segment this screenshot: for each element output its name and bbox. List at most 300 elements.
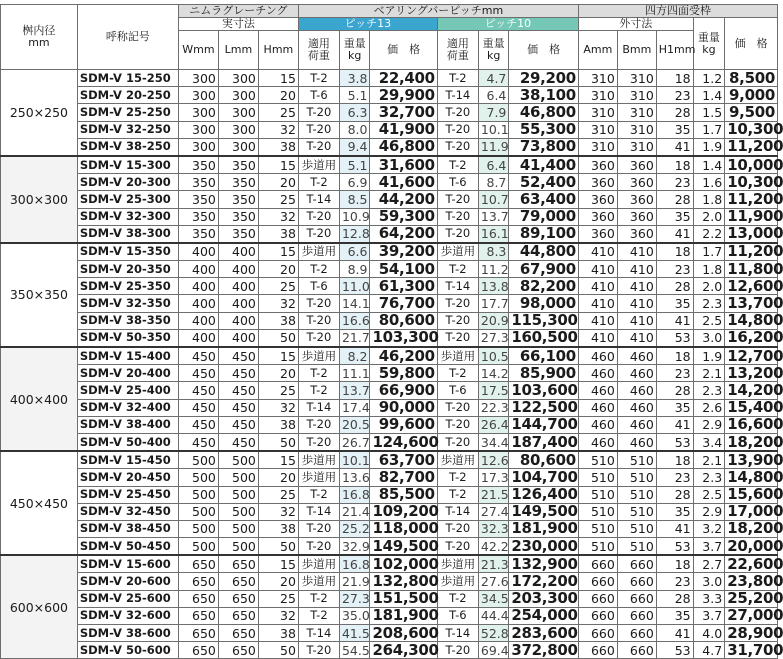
cell-price-p10: 46,800 [509,104,579,121]
cell-load-p13: T-14 [298,191,339,208]
cell-price-p13: 22,400 [370,70,437,87]
header-frame-weight: 重量 kg [693,18,725,70]
table-row [1,261,778,278]
cell-l-mm: 650 [218,642,258,659]
cell-price-p13: 102,000 [370,555,437,573]
cell-price-p10: 254,000 [509,607,579,624]
table-row [1,208,778,225]
header-load-13: 適用 荷重 [298,31,339,70]
cell-weight-p10: 13.8 [478,278,509,295]
cell-b-mm: 310 [617,121,656,138]
table-row [1,451,778,469]
cell-weight-p10: 27.6 [478,573,509,590]
cell-l-mm: 500 [218,469,258,486]
cell-model-code: SDM-V 32-300 [77,208,178,225]
cell-load-p10: T-6 [437,607,478,624]
header-hmm: Hmm [258,31,298,70]
cell-weight-p13: 8.0 [339,121,370,138]
cell-a-mm: 660 [578,555,617,573]
cell-price-p13: 151,500 [370,590,437,607]
cell-h-mm: 15 [258,555,298,573]
cell-h1-mm: 35 [656,399,693,416]
cell-load-p13: T-20 [298,208,339,225]
cell-price-p13: 66,900 [370,382,437,399]
cell-price-p13: 118,000 [370,520,437,537]
cell-load-p10: 歩道用 [437,243,478,261]
cell-load-p10: 歩道用 [437,451,478,469]
cell-price-p10: 89,100 [509,225,579,243]
cell-frame-price: 10,300 [725,121,778,138]
cell-a-mm: 660 [578,607,617,624]
cell-l-mm: 450 [218,382,258,399]
cell-weight-p13: 21.9 [339,573,370,590]
cell-h-mm: 25 [258,278,298,295]
cell-load-p13: T-2 [298,486,339,503]
cell-weight-p13: 6.9 [339,174,370,191]
cell-b-mm: 660 [617,573,656,590]
cell-frame-weight: 3.4 [693,433,725,451]
cell-l-mm: 450 [218,433,258,451]
cell-b-mm: 460 [617,347,656,365]
cell-weight-p10: 17.3 [478,469,509,486]
cell-price-p10: 132,900 [509,555,579,573]
cell-price-p13: 90,000 [370,399,437,416]
cell-model-code: SDM-V 20-350 [77,261,178,278]
cell-frame-weight: 2.5 [693,312,725,329]
cell-h1-mm: 35 [656,208,693,225]
cell-l-mm: 650 [218,625,258,642]
cell-a-mm: 460 [578,416,617,433]
cell-a-mm: 410 [578,278,617,295]
cell-weight-p10: 10.7 [478,191,509,208]
cell-model-code: SDM-V 32-350 [77,295,178,312]
cell-h-mm: 32 [258,607,298,624]
cell-l-mm: 650 [218,555,258,573]
cell-frame-price: 18,200 [725,433,778,451]
cell-w-mm: 350 [178,174,218,191]
cell-weight-p10: 21.3 [478,555,509,573]
cell-load-p13: T-2 [298,261,339,278]
cell-model-code: SDM-V 25-600 [77,590,178,607]
cell-price-p13: 132,800 [370,573,437,590]
cell-h1-mm: 28 [656,278,693,295]
cell-load-p13: T-6 [298,87,339,104]
cell-load-p13: 歩道用 [298,156,339,174]
cell-model-code: SDM-V 25-450 [77,486,178,503]
cell-weight-p13: 16.8 [339,555,370,573]
cell-h-mm: 15 [258,243,298,261]
cell-load-p10: 歩道用 [437,555,478,573]
cell-load-p13: T-20 [298,329,339,347]
cell-l-mm: 400 [218,295,258,312]
cell-price-p10: 79,000 [509,208,579,225]
cell-h1-mm: 35 [656,503,693,520]
cell-frame-price: 27,000 [725,607,778,624]
cell-price-p10: 73,800 [509,138,579,156]
cell-load-p13: T-2 [298,365,339,382]
cell-h1-mm: 41 [656,138,693,156]
cell-weight-p10: 4.7 [478,70,509,87]
cell-frame-weight: 2.0 [693,208,725,225]
cell-l-mm: 400 [218,278,258,295]
cell-weight-p10: 22.3 [478,399,509,416]
header-lmm: Lmm [218,31,258,70]
cell-l-mm: 400 [218,312,258,329]
cell-price-p13: 32,700 [370,104,437,121]
cell-price-p10: 55,300 [509,121,579,138]
cell-price-p13: 64,200 [370,225,437,243]
cell-frame-price: 13,900 [725,451,778,469]
table-row [1,138,778,156]
cell-h1-mm: 18 [656,243,693,261]
cell-h-mm: 38 [258,312,298,329]
cell-frame-price: 25,200 [725,590,778,607]
cell-price-p13: 31,600 [370,156,437,174]
cell-weight-p10: 27.4 [478,503,509,520]
cell-price-p10: 372,800 [509,642,579,659]
cell-b-mm: 660 [617,590,656,607]
cell-h1-mm: 18 [656,347,693,365]
cell-w-mm: 500 [178,538,218,556]
cell-frame-weight: 1.7 [693,121,725,138]
cell-a-mm: 510 [578,538,617,556]
cell-price-p13: 46,800 [370,138,437,156]
cell-load-p13: T-20 [298,121,339,138]
cell-l-mm: 300 [218,104,258,121]
cell-h1-mm: 28 [656,590,693,607]
cell-model-code: SDM-V 50-400 [77,433,178,451]
cell-model-code: SDM-V 38-350 [77,312,178,329]
cell-frame-weight: 1.5 [693,104,725,121]
cell-h-mm: 38 [258,225,298,243]
cell-h-mm: 25 [258,486,298,503]
table-row [1,469,778,486]
cell-model-code: SDM-V 20-600 [77,573,178,590]
cell-a-mm: 660 [578,573,617,590]
cell-b-mm: 310 [617,87,656,104]
cell-price-p10: 80,600 [509,451,579,469]
cell-weight-p13: 13.7 [339,382,370,399]
cell-l-mm: 300 [218,87,258,104]
cell-weight-p13: 5.1 [339,156,370,174]
header-pitch10: ピッチ10 [437,18,578,31]
cell-a-mm: 360 [578,156,617,174]
cell-price-p10: 172,200 [509,573,579,590]
cell-w-mm: 400 [178,295,218,312]
cell-frame-weight: 2.1 [693,451,725,469]
table-row [1,243,778,261]
table-row [1,87,778,104]
cell-frame-weight: 1.9 [693,347,725,365]
cell-load-p10: 歩道用 [437,573,478,590]
cell-b-mm: 660 [617,555,656,573]
cell-w-mm: 450 [178,382,218,399]
cell-w-mm: 400 [178,243,218,261]
cell-frame-price: 23,800 [725,573,778,590]
cell-price-p13: 59,800 [370,365,437,382]
cell-h-mm: 32 [258,399,298,416]
cell-price-p10: 52,400 [509,174,579,191]
cell-load-p13: 歩道用 [298,555,339,573]
cell-frame-weight: 1.4 [693,156,725,174]
cell-model-code: SDM-V 50-600 [77,642,178,659]
cell-frame-price: 14,800 [725,469,778,486]
cell-price-p10: 44,800 [509,243,579,261]
cell-frame-price: 28,900 [725,625,778,642]
table-row [1,503,778,520]
cell-h1-mm: 41 [656,520,693,537]
cell-weight-p13: 5.1 [339,87,370,104]
cell-weight-p10: 27.3 [478,329,509,347]
header-h1mm: H1mm [656,31,693,70]
cell-h-mm: 32 [258,121,298,138]
cell-weight-p13: 6.3 [339,104,370,121]
cell-load-p10: T-6 [437,174,478,191]
cell-h-mm: 38 [258,520,298,537]
cell-frame-weight: 3.7 [693,538,725,556]
cell-load-p10: T-20 [437,104,478,121]
cell-b-mm: 660 [617,625,656,642]
cell-price-p13: 149,500 [370,538,437,556]
cell-l-mm: 500 [218,486,258,503]
header-inner-diameter: 桝内径 mm [1,5,78,70]
cell-weight-p13: 9.4 [339,138,370,156]
cell-w-mm: 300 [178,138,218,156]
cell-w-mm: 300 [178,104,218,121]
cell-a-mm: 460 [578,433,617,451]
cell-b-mm: 460 [617,433,656,451]
cell-weight-p10: 44.4 [478,607,509,624]
cell-frame-price: 8,500 [725,70,778,87]
cell-l-mm: 450 [218,347,258,365]
cell-price-p13: 208,600 [370,625,437,642]
cell-load-p10: T-14 [437,278,478,295]
cell-weight-p10: 10.1 [478,121,509,138]
cell-h1-mm: 18 [656,70,693,87]
cell-price-p13: 99,600 [370,416,437,433]
table-row [1,416,778,433]
cell-price-p10: 230,000 [509,538,579,556]
cell-w-mm: 450 [178,433,218,451]
cell-price-p13: 109,200 [370,503,437,520]
cell-frame-weight: 1.4 [693,87,725,104]
cell-load-p10: T-20 [437,295,478,312]
cell-price-p10: 85,900 [509,365,579,382]
cell-load-p13: 歩道用 [298,451,339,469]
header-price-10: 価 格 [509,31,579,70]
cell-weight-p13: 10.1 [339,451,370,469]
cell-frame-weight: 3.3 [693,590,725,607]
cell-h-mm: 25 [258,590,298,607]
cell-frame-weight: 3.7 [693,607,725,624]
cell-a-mm: 460 [578,382,617,399]
cell-h1-mm: 28 [656,382,693,399]
table-row [1,642,778,659]
cell-b-mm: 410 [617,261,656,278]
cell-model-code: SDM-V 32-450 [77,503,178,520]
cell-price-p10: 160,500 [509,329,579,347]
cell-price-p10: 38,100 [509,87,579,104]
cell-model-code: SDM-V 20-400 [77,365,178,382]
group-size-label: 350×350 [1,243,78,347]
cell-w-mm: 350 [178,156,218,174]
cell-price-p10: 66,100 [509,347,579,365]
cell-weight-p10: 17.5 [478,382,509,399]
cell-h1-mm: 35 [656,295,693,312]
cell-weight-p13: 8.9 [339,261,370,278]
cell-frame-weight: 2.2 [693,225,725,243]
cell-weight-p10: 52.8 [478,625,509,642]
cell-load-p10: T-2 [437,486,478,503]
cell-h-mm: 20 [258,174,298,191]
cell-frame-price: 11,200 [725,243,778,261]
cell-a-mm: 510 [578,486,617,503]
cell-frame-weight: 2.5 [693,486,725,503]
cell-weight-p13: 41.5 [339,625,370,642]
cell-b-mm: 460 [617,399,656,416]
cell-a-mm: 310 [578,70,617,87]
cell-model-code: SDM-V 15-450 [77,451,178,469]
cell-h-mm: 50 [258,538,298,556]
cell-model-code: SDM-V 15-300 [77,156,178,174]
cell-model-code: SDM-V 25-400 [77,382,178,399]
cell-b-mm: 460 [617,382,656,399]
cell-weight-p10: 21.5 [478,486,509,503]
cell-price-p10: 126,400 [509,486,579,503]
group-size-label: 600×600 [1,555,78,659]
cell-load-p10: T-20 [437,312,478,329]
cell-l-mm: 400 [218,243,258,261]
header-amm: Amm [578,31,617,70]
cell-weight-p13: 3.8 [339,70,370,87]
cell-l-mm: 350 [218,174,258,191]
cell-l-mm: 350 [218,208,258,225]
cell-frame-weight: 1.8 [693,191,725,208]
table-row [1,365,778,382]
cell-model-code: SDM-V 50-450 [77,538,178,556]
cell-a-mm: 410 [578,261,617,278]
cell-a-mm: 310 [578,138,617,156]
cell-w-mm: 400 [178,261,218,278]
cell-load-p10: T-14 [437,87,478,104]
cell-frame-weight: 2.0 [693,278,725,295]
cell-h1-mm: 41 [656,416,693,433]
table-row [1,174,778,191]
cell-load-p10: T-2 [437,70,478,87]
cell-w-mm: 650 [178,607,218,624]
cell-price-p10: 41,400 [509,156,579,174]
cell-h-mm: 38 [258,416,298,433]
cell-frame-price: 14,800 [725,312,778,329]
cell-l-mm: 450 [218,416,258,433]
cell-h1-mm: 18 [656,156,693,174]
cell-a-mm: 360 [578,208,617,225]
cell-load-p10: T-20 [437,121,478,138]
cell-w-mm: 650 [178,573,218,590]
cell-b-mm: 360 [617,191,656,208]
cell-h-mm: 15 [258,451,298,469]
cell-weight-p10: 26.4 [478,416,509,433]
cell-h-mm: 50 [258,642,298,659]
cell-b-mm: 360 [617,225,656,243]
cell-price-p13: 76,700 [370,295,437,312]
cell-w-mm: 650 [178,590,218,607]
cell-price-p13: 82,700 [370,469,437,486]
cell-load-p10: T-20 [437,416,478,433]
cell-a-mm: 460 [578,347,617,365]
cell-model-code: SDM-V 15-600 [77,555,178,573]
cell-b-mm: 410 [617,295,656,312]
table-row [1,312,778,329]
cell-price-p13: 46,200 [370,347,437,365]
header-price-13: 価 格 [370,31,437,70]
cell-w-mm: 350 [178,191,218,208]
cell-price-p10: 122,500 [509,399,579,416]
cell-weight-p10: 14.2 [478,365,509,382]
cell-b-mm: 410 [617,278,656,295]
cell-h1-mm: 53 [656,538,693,556]
cell-h1-mm: 41 [656,312,693,329]
cell-load-p10: T-20 [437,138,478,156]
cell-l-mm: 650 [218,607,258,624]
cell-w-mm: 650 [178,555,218,573]
cell-a-mm: 460 [578,365,617,382]
cell-price-p10: 149,500 [509,503,579,520]
cell-a-mm: 410 [578,243,617,261]
cell-weight-p13: 54.5 [339,642,370,659]
cell-w-mm: 400 [178,312,218,329]
cell-a-mm: 660 [578,590,617,607]
table-row [1,538,778,556]
cell-l-mm: 650 [218,573,258,590]
cell-frame-price: 11,800 [725,261,778,278]
cell-w-mm: 400 [178,329,218,347]
cell-w-mm: 500 [178,503,218,520]
cell-price-p13: 80,600 [370,312,437,329]
cell-load-p13: T-14 [298,399,339,416]
cell-frame-price: 13,700 [725,295,778,312]
cell-b-mm: 510 [617,538,656,556]
cell-frame-weight: 2.1 [693,365,725,382]
cell-w-mm: 500 [178,469,218,486]
cell-load-p10: T-14 [437,625,478,642]
cell-frame-price: 10,000 [725,156,778,174]
cell-price-p13: 264,300 [370,642,437,659]
header-pitch13: ピッチ13 [298,18,437,31]
cell-frame-weight: 1.8 [693,261,725,278]
cell-model-code: SDM-V 25-250 [77,104,178,121]
cell-l-mm: 500 [218,503,258,520]
cell-frame-price: 17,000 [725,503,778,520]
table-row [1,70,778,87]
cell-h-mm: 32 [258,295,298,312]
cell-weight-p10: 17.7 [478,295,509,312]
cell-weight-p13: 32.9 [339,538,370,556]
table-row [1,347,778,365]
cell-weight-p13: 8.5 [339,191,370,208]
cell-frame-price: 13,000 [725,225,778,243]
cell-l-mm: 500 [218,451,258,469]
cell-h-mm: 32 [258,208,298,225]
cell-price-p13: 124,600 [370,433,437,451]
cell-load-p13: 歩道用 [298,469,339,486]
cell-a-mm: 410 [578,312,617,329]
cell-a-mm: 360 [578,174,617,191]
cell-l-mm: 350 [218,225,258,243]
table-row [1,225,778,243]
cell-weight-p13: 14.1 [339,295,370,312]
cell-price-p10: 203,300 [509,590,579,607]
